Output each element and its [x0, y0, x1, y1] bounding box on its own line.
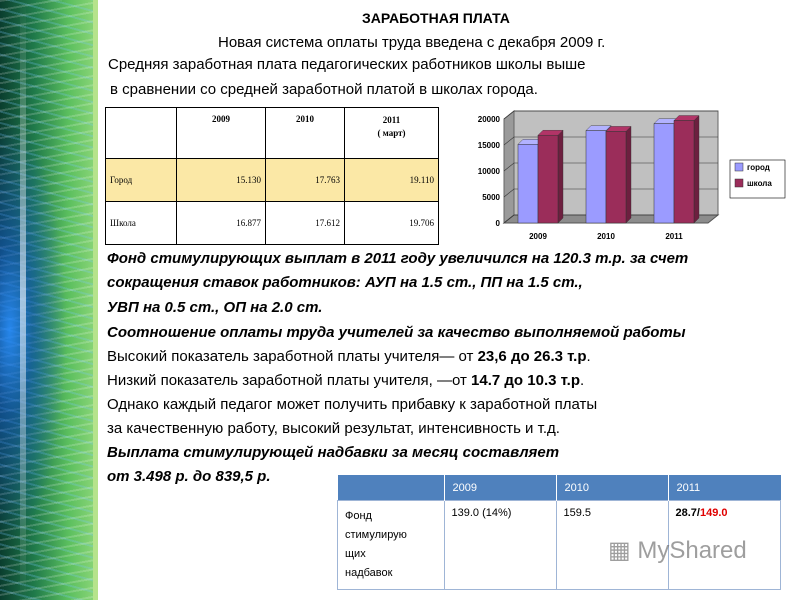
body-line-9: Выплата стимулирующей надбавки за месяц составляет — [107, 444, 560, 461]
salary-table-header — [106, 108, 439, 159]
background-rays — [0, 0, 98, 600]
fund-header-2010: 2010 — [556, 475, 668, 501]
watermark-icon: ▦ — [608, 537, 631, 564]
chart-bar-side — [694, 116, 699, 223]
fund-header-empty — [338, 475, 445, 501]
fund-row-label-line: Фонд — [345, 510, 372, 522]
chart-y-tick-label: 15000 — [477, 141, 500, 150]
chart-y-tick-label: 20000 — [477, 115, 500, 124]
fund-row-label-line: надбавок — [345, 567, 393, 579]
salary-header-2009: 2009 — [177, 108, 266, 159]
body-line-8: за качественную работу, высокий результат, интенсивность и т.д. — [107, 420, 560, 437]
chart-y-tick-label: 0 — [495, 219, 500, 228]
chart-x-tick-label: 2011 — [665, 232, 683, 241]
chart-bar — [586, 131, 606, 223]
body-line-1: Фонд стимулирующих выплат в 2011 году увеличился на 120.3 т.р. за счет — [107, 250, 689, 267]
salary-table — [105, 107, 439, 245]
watermark — [608, 536, 747, 565]
salary-cell: 19.706 — [345, 202, 439, 245]
chart-y-tick-label: 5000 — [482, 193, 500, 202]
chart-bar — [538, 135, 558, 223]
chart-bar-side — [558, 130, 563, 223]
fund-row-label — [338, 501, 445, 590]
salary-cell: 19.110 — [345, 159, 439, 202]
chart-bar-side — [626, 126, 631, 223]
salary-header-empty — [106, 108, 177, 159]
body-line-2: сокращения ставок работников: АУП на 1.5 ст., ПП на 1.5 ст., — [107, 274, 583, 291]
intro-line-3: в сравнении со средней заработной платой в школах города. — [110, 81, 538, 98]
salary-row-label: Школа — [106, 202, 177, 245]
fund-value-2010: 159.5 — [556, 501, 668, 590]
body-line-5-range: 23,6 до 26.3 т.р — [477, 348, 587, 365]
salary-row-school — [106, 202, 439, 245]
chart-bar — [518, 144, 538, 223]
chart-x-tick-label: 2009 — [529, 232, 547, 241]
body-line-6 — [107, 371, 584, 391]
chart-legend-swatch — [735, 163, 743, 171]
salary-row-city — [106, 159, 439, 202]
watermark-text: MyShared — [637, 537, 747, 564]
fund-value-2009: 139.0 (14%) — [444, 501, 556, 590]
left-decorative-panel — [0, 0, 98, 600]
body-line-6-range: 14.7 до 10.3 т.р — [471, 372, 580, 389]
body-line-4: Соотношение оплаты труда учителей за качество выполняемой работы — [107, 324, 686, 341]
fund-value-2011-a: 28.7/ — [675, 507, 700, 519]
chart-y-tick-label: 10000 — [477, 167, 500, 176]
chart-legend-swatch — [735, 179, 743, 187]
chart-bar — [606, 131, 626, 223]
body-line-5-end: . — [586, 348, 591, 365]
chart-bar — [654, 124, 674, 223]
body-line-6-text: Низкий показатель заработной платы учителя, —от — [107, 372, 472, 389]
body-line-3: УВП на 0.5 ст., ОП на 2.0 ст. — [107, 299, 323, 316]
background-glow — [20, 0, 26, 600]
intro-line-1: Новая система оплаты труда введена с декабря 2009 г. — [218, 34, 606, 51]
salary-row-label: Город — [106, 159, 177, 202]
body-line-5-text: Высокий показатель заработной платы учителя— от — [107, 348, 478, 365]
page-title: ЗАРАБОТНАЯ ПЛАТА — [362, 10, 510, 26]
body-line-7: Однако каждый педагог может получить прибавку к заработной платы — [107, 396, 598, 413]
fund-table-header — [338, 475, 781, 501]
fund-value-2011-b: 149.0 — [699, 507, 728, 519]
intro-line-2: Средняя заработная плата педагогических работников школы выше — [108, 56, 586, 73]
chart-x-tick-label: 2010 — [597, 232, 615, 241]
chart-legend-label: школа — [747, 179, 772, 188]
salary-header-2010: 2010 — [266, 108, 345, 159]
fund-row-label-line: щих — [345, 548, 366, 560]
salary-cell: 17.612 — [266, 202, 345, 245]
salary-header-2011: 2011 ( март) — [345, 108, 439, 159]
salary-cell: 17.763 — [266, 159, 345, 202]
fund-header-2011: 2011 — [668, 475, 781, 501]
fund-table — [337, 475, 781, 590]
salary-cell: 15.130 — [177, 159, 266, 202]
body-line-10: от 3.498 р. до 839,5 р. — [107, 468, 271, 485]
chart-legend-label: город — [747, 163, 770, 172]
body-line-5 — [107, 347, 591, 367]
body-line-6-end: . — [579, 372, 585, 389]
panel-edge — [93, 0, 98, 600]
fund-row-label-line: стимулирую — [345, 529, 407, 541]
fund-header-2009: 2009 — [444, 475, 556, 501]
salary-cell: 16.877 — [177, 202, 266, 245]
salary-bar-chart — [460, 105, 790, 245]
chart-bar — [674, 121, 694, 223]
